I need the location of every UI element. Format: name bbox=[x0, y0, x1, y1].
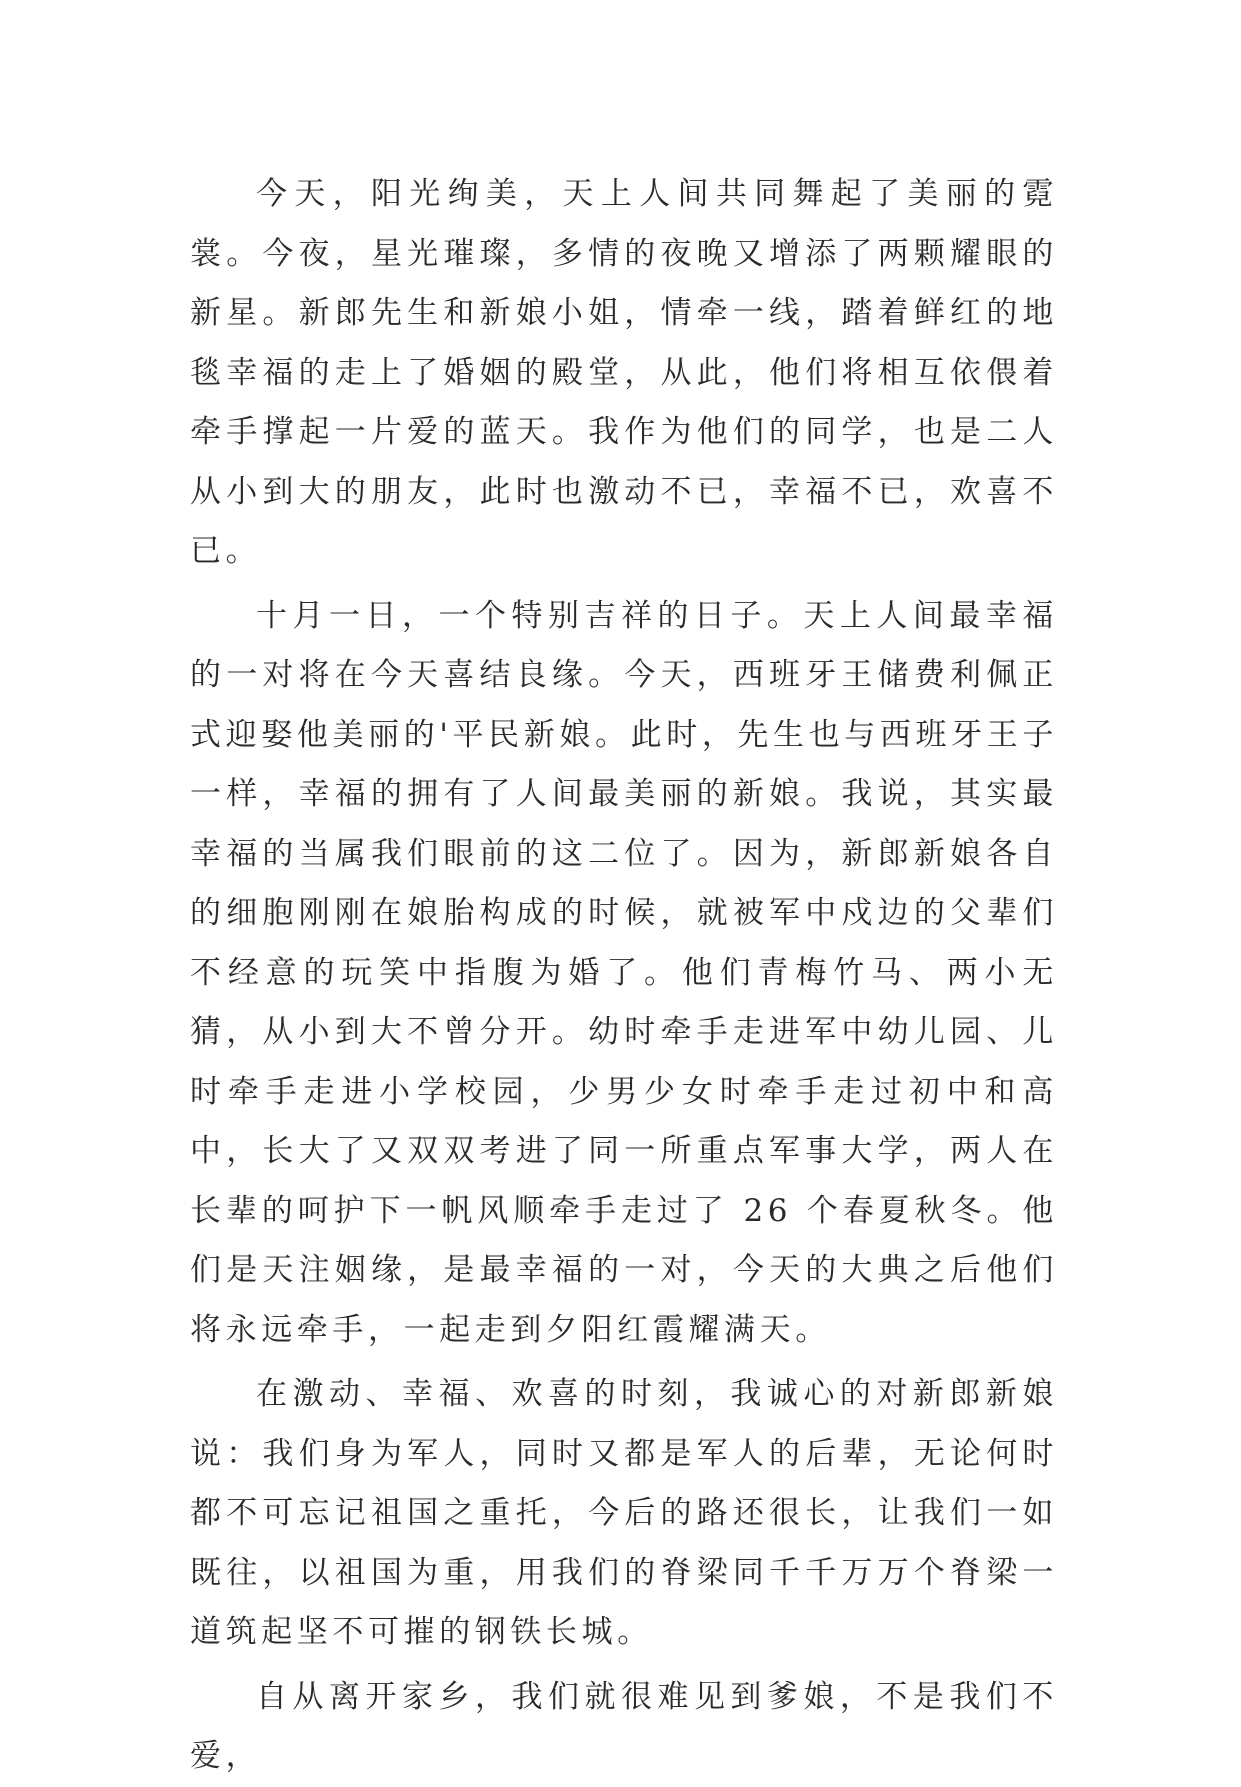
paragraph-1: 今天，阳光绚美，天上人间共同舞起了美丽的霓裳。今夜，星光璀璨，多情的夜晚又增添了两颗耀眼的新星。新郎先生和新娘小姐，情牵一线，踏着鲜红的地毯幸福的走上了婚姻的殿堂，从此，他们将相互依偎着牵手撑起一片爱的蓝天。我作为他们的同学，也是二人从小到大的朋友，此时也激动不已，幸福不已，欢喜不已。 bbox=[190, 176, 1058, 569]
paragraph-2: 十月一日，一个特别吉祥的日子。天上人间最幸福的一对将在今天喜结良缘。今天，西班牙王储费利佩正式迎娶他美丽的'平民新娘。此时，先生也与西班牙王子一样，幸福的拥有了人间最美丽的新娘。我说，其实最幸福的当属我们眼前的这二位了。因为，新郎新娘各自的细胞刚刚在娘胎构成的时候，就被军中戍边的父辈们不经意的玩笑中指腹为婚了。他们青梅竹马、两小无猜，从小到大不曾分开。幼时牵手走进军中幼儿园、儿时牵手走进小学校园，少男少女时牵手走过初中和高中，长大了又双双考进了同一所重点军事大学，两人在长辈的呵护下一帆风顺牵手走过了 26 个春夏秋冬。他们是天注姻缘，是最幸福的一对，今天的大典之后他们将永远牵手，一起走到夕阳红霞耀满天。 bbox=[190, 597, 1058, 1348]
paragraph-4: 自从离开家乡，我们就很难见到爹娘，不是我们不爱， bbox=[190, 1678, 1058, 1774]
paragraph-3: 在激动、幸福、欢喜的时刻，我诚心的对新郎新娘说：我们身为军人，同时又都是军人的后辈，无论何时都不可忘记祖国之重托，今后的路还很长，让我们一如既往，以祖国为重，用我们的脊梁同千千万万个脊梁一道筑起坚不可摧的钢铁长城。 bbox=[190, 1376, 1058, 1650]
document-body bbox=[190, 165, 1058, 1787]
